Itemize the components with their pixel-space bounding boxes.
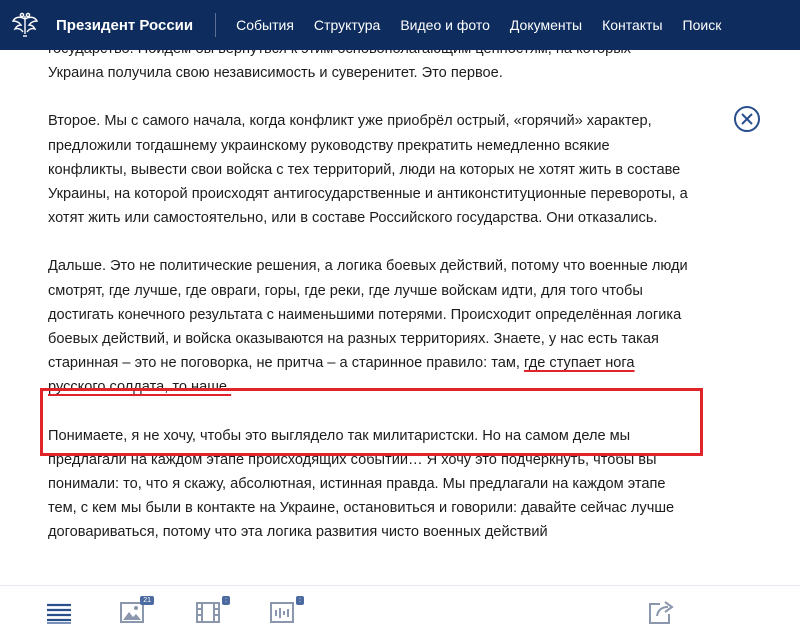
article-paragraph: Украина получила свою независимость и суверенитет. Это первое.	[48, 65, 503, 82]
article-body	[48, 50, 688, 585]
site-header	[0, 0, 800, 50]
photo-count-badge: 21	[140, 596, 154, 605]
header-divider	[215, 13, 216, 37]
article-paragraph: Понимаете, я не хочу, чтобы это выглядело так милитаристски. Но на самом деле мы предлагали на каждом этапе происходящих событий… Я хочу это подчеркнуть, чтобы вы понимали: то, что я скажу, абсолютная, истинная правда. Мы предлагали на каждом этапе тем, с кем мы были в контакте на Украине, остановиться и говорили: давайте сейчас лучше договариваться, потому что эта логика развития чисто военных действий	[48, 427, 675, 541]
article-paragraph: Второе. Мы с самого начала, когда конфликт уже приобрёл острый, «горячий» характер, предложили тогдашнему украинскому руководству прекратить немедленно всякие конфликты, вывести свои войска с тех территорий, люди на которых не хотят жить в составе Украины, на которой происходят антигосударственные и антиконституционные перевороты, а хотят жить или самостоятельно, или в составе Российского государства. Они отказались.	[48, 113, 688, 227]
main-nav	[226, 17, 731, 33]
share-icon[interactable]	[648, 600, 676, 624]
article-paragraph	[48, 254, 688, 399]
bottom-toolbar	[0, 585, 800, 635]
paragraph-text: Дальше. Это не политические решения, а логика боевых действий, потому что военные люди смотрят, где лучше, где овраги, горы, где реки, где лучше войскам идти, для того чтобы достигать конечного результата с наименьшими потерями. Происходит определённая логика боевых действий, и войска оказываются на разных территориях. Знаете, у нас есть такая старинная – это не поговорка, не притча – а старинное правило: там,	[48, 258, 688, 372]
eagle-emblem-icon[interactable]	[0, 0, 50, 50]
video-icon[interactable]	[196, 597, 227, 624]
nav-item-video-photo[interactable]: Видео и фото	[400, 17, 490, 33]
audio-icon[interactable]	[270, 597, 301, 624]
close-button[interactable]	[734, 106, 760, 132]
audio-badge: :	[296, 596, 304, 605]
nav-item-contacts[interactable]: Контакты	[602, 17, 663, 33]
close-icon	[741, 113, 753, 125]
photo-gallery-icon[interactable]	[120, 597, 151, 624]
site-title[interactable]: Президент России	[56, 16, 194, 34]
text-transcript-icon[interactable]	[46, 600, 72, 624]
highlighted-quote: где ступает нога русского солдата, то наше.	[48, 355, 635, 396]
nav-item-events[interactable]: События	[236, 17, 294, 33]
nav-item-structure[interactable]: Структура	[313, 17, 381, 33]
video-badge: :	[222, 596, 230, 605]
nav-item-search[interactable]: Поиск	[682, 17, 722, 33]
nav-item-documents[interactable]: Документы	[509, 17, 583, 33]
